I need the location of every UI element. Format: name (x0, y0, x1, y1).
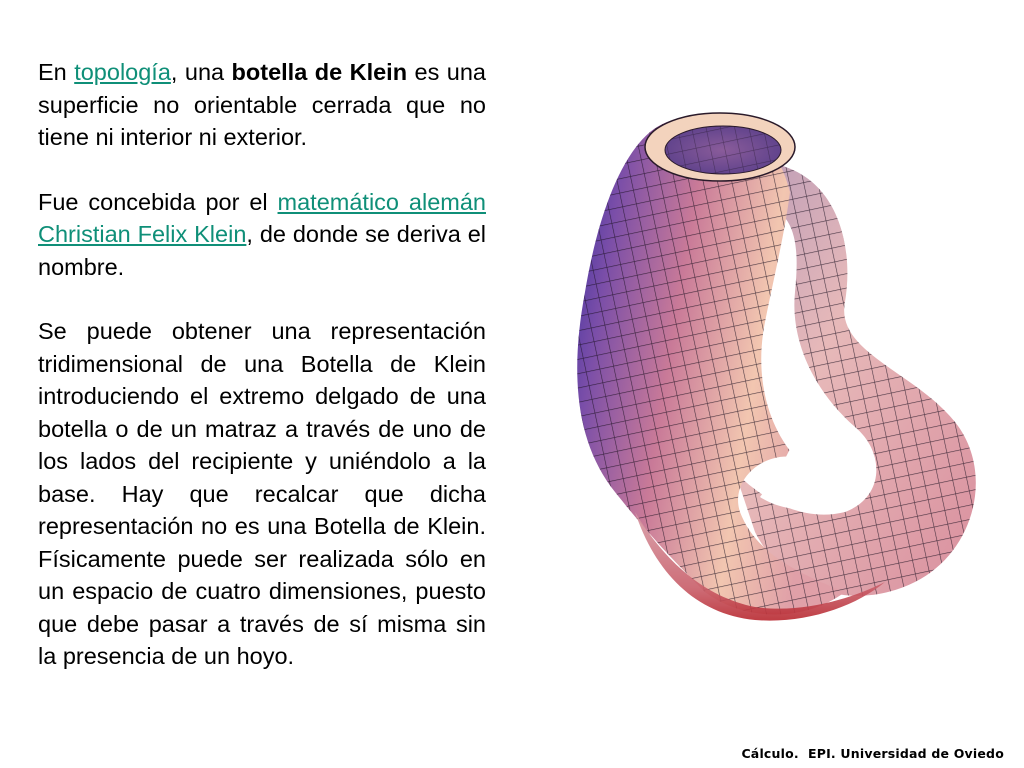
link-topologia[interactable]: topología (74, 59, 171, 85)
footer-credit: Cálculo. EPI. Universidad de Oviedo (741, 746, 1004, 761)
text-fragment: , una (170, 59, 232, 85)
paragraph-representation: Se puede obtener una representación tridimensional de una Botella de Klein introduciendo el extremo delgado de una botella o de un matraz a través de uno de los lados del recipiente y uniéndolo a la base. Hay que recalcar que dicha representación no es una Botella de Klein. Físicamente puede ser realizada sólo en un espacio de cuatro dimensiones, puesto que debe pasar a través de sí misma sin la presencia de un hoyo. (38, 318, 486, 669)
text-fragment: En (38, 59, 75, 85)
paragraph-origin (38, 186, 486, 284)
text-fragment: es una superficie no orientable cerrada que no tiene ni interior ni exterior. (38, 59, 486, 150)
text-column (38, 56, 486, 705)
link-christian-felix-klein[interactable]: Christian Felix Klein (38, 221, 247, 247)
paragraph-definition (38, 56, 486, 154)
bold-term: botella de Klein (231, 59, 408, 85)
text-fragment: , de donde se deriva el nombre. (38, 221, 486, 280)
link-matematico-aleman[interactable]: matemático alemán (277, 188, 486, 215)
klein-bottle-image (555, 92, 985, 627)
text-fragment: Fue concebida por el (38, 188, 278, 215)
